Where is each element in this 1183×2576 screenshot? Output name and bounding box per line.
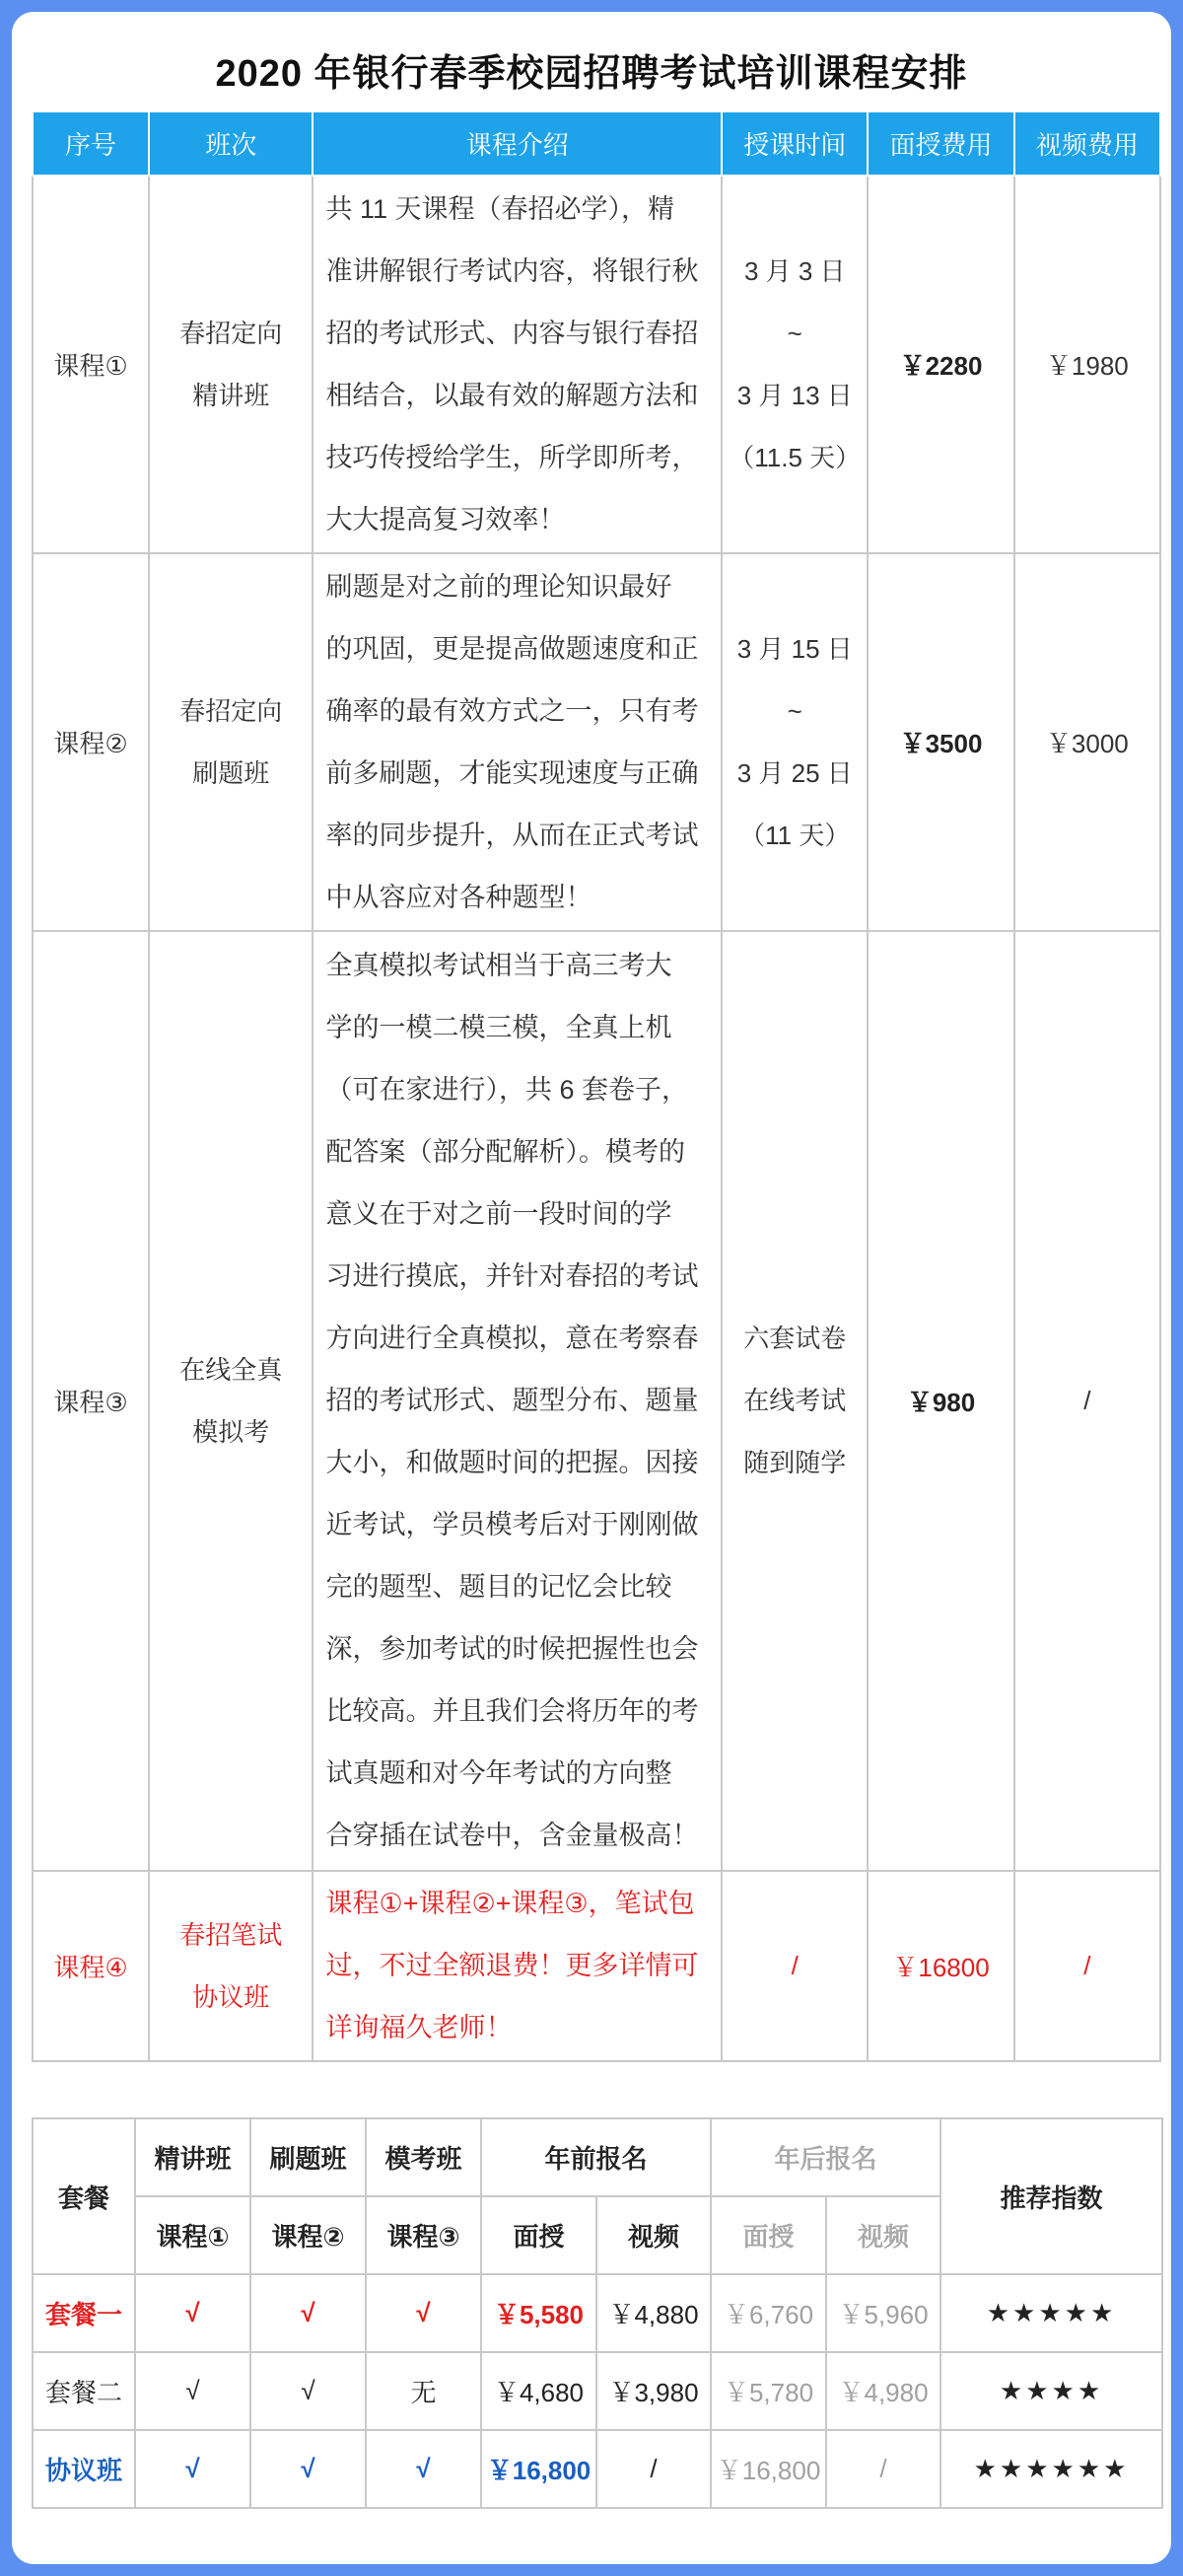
intro-line: 确率的最有效方式之一，只有考 bbox=[325, 695, 699, 726]
course-time bbox=[722, 176, 868, 553]
intro-line: 全真模拟考试相当于高三考大 bbox=[325, 951, 672, 980]
time-line: （11 天） bbox=[739, 820, 851, 850]
check-mark: √ bbox=[366, 2430, 481, 2508]
course-class-line: 春招笔试 bbox=[179, 1919, 283, 1950]
package-header-row bbox=[33, 2118, 1162, 2196]
course-fee: ￥2280 bbox=[868, 176, 1013, 553]
schedule-row bbox=[33, 553, 1160, 931]
intro-line: 详询福久老师！ bbox=[325, 2013, 513, 2042]
course-no: 课程② bbox=[33, 553, 149, 931]
time-line: ~ bbox=[787, 318, 802, 348]
course-class-line: 精讲班 bbox=[192, 380, 270, 410]
course-intro bbox=[313, 553, 722, 931]
header-class: 班次 bbox=[149, 111, 313, 176]
header-after-video: 视频 bbox=[826, 2196, 940, 2274]
course-intro bbox=[313, 931, 722, 1871]
before-face-price: ￥5,580 bbox=[481, 2274, 596, 2352]
header-before-face: 面授 bbox=[481, 2196, 596, 2274]
course-time bbox=[722, 931, 868, 1871]
course-no: 课程④ bbox=[33, 1871, 149, 2061]
course-video-fee: ￥3000 bbox=[1014, 553, 1160, 931]
course-time bbox=[722, 553, 868, 931]
intro-line: 方向进行全真模拟，意在考察春 bbox=[325, 1324, 699, 1353]
course-video-fee: / bbox=[1014, 931, 1160, 1871]
intro-line: 合穿插在试卷中，含金量极高！ bbox=[325, 1821, 699, 1850]
header-time: 授课时间 bbox=[722, 111, 868, 176]
package-row bbox=[33, 2352, 1162, 2430]
package-name: 协议班 bbox=[33, 2430, 135, 2508]
header-rating: 推荐指数 bbox=[940, 2118, 1162, 2274]
intro-line: 技巧传授给学生，所学即所考， bbox=[325, 442, 699, 472]
check-mark: 无 bbox=[366, 2352, 481, 2430]
package-table bbox=[32, 2117, 1163, 2509]
header-after-face: 面授 bbox=[711, 2196, 826, 2274]
header-jingjiang: 精讲班 bbox=[135, 2118, 250, 2196]
check-mark: √ bbox=[135, 2274, 250, 2352]
header-course-2: 课程② bbox=[250, 2196, 366, 2274]
course-no: 课程① bbox=[33, 176, 149, 553]
package-row bbox=[33, 2430, 1162, 2508]
before-face-price: ￥4,680 bbox=[481, 2352, 596, 2430]
course-class-line: 协议班 bbox=[192, 1981, 270, 2012]
header-no: 序号 bbox=[33, 111, 149, 176]
intro-line: 过，不过全额退费！更多详情可 bbox=[325, 1951, 699, 1980]
time-line: （11.5 天） bbox=[729, 442, 862, 472]
header-mokao: 模考班 bbox=[366, 2118, 481, 2196]
time-line: 3 月 3 日 bbox=[743, 255, 846, 286]
intro-line: 招的考试形式、题型分布、题量 bbox=[325, 1386, 699, 1415]
intro-line: 共 11 天课程（春招必学），精 bbox=[325, 193, 675, 224]
schedule-row bbox=[33, 931, 1160, 1871]
schedule-header-row bbox=[33, 111, 1160, 176]
before-face-price: ￥16,800 bbox=[481, 2430, 596, 2508]
header-course-3: 课程③ bbox=[366, 2196, 481, 2274]
header-fee: 面授费用 bbox=[868, 111, 1013, 176]
page-title: 2020 年银行春季校园招聘考试培训课程安排 bbox=[215, 53, 968, 95]
header-package: 套餐 bbox=[33, 2118, 135, 2274]
page-card bbox=[12, 12, 1171, 2564]
time-line: / bbox=[791, 1951, 799, 1980]
time-line: 随到随学 bbox=[743, 1448, 847, 1477]
check-mark: √ bbox=[250, 2430, 366, 2508]
package-name: 套餐二 bbox=[33, 2352, 135, 2430]
course-fee: ￥980 bbox=[868, 931, 1013, 1871]
course-class bbox=[149, 931, 313, 1871]
header-intro: 课程介绍 bbox=[313, 111, 722, 176]
intro-line: 准讲解银行考试内容，将银行秋 bbox=[325, 255, 699, 286]
course-fee: ￥3500 bbox=[868, 553, 1013, 931]
intro-line: （可在家进行），共 6 套卷子， bbox=[325, 1075, 689, 1105]
time-line: 在线考试 bbox=[743, 1386, 847, 1415]
intro-line: 意义在于对之前一段时间的学 bbox=[325, 1199, 672, 1229]
before-video-price: / bbox=[596, 2430, 711, 2508]
header-before-video: 视频 bbox=[596, 2196, 711, 2274]
course-no: 课程③ bbox=[33, 931, 149, 1871]
time-line: 3 月 25 日 bbox=[736, 757, 853, 788]
intro-line: 学的一模二模三模，全真上机 bbox=[325, 1013, 672, 1042]
header-before: 年前报名 bbox=[481, 2118, 711, 2196]
schedule-row bbox=[33, 1871, 1160, 2061]
intro-line: 刷题是对之前的理论知识最好 bbox=[325, 571, 672, 602]
package-name: 套餐一 bbox=[33, 2274, 135, 2352]
rating-stars: ★★★★★ bbox=[940, 2274, 1162, 2352]
intro-line: 习进行摸底，并针对春招的考试 bbox=[325, 1261, 699, 1291]
schedule-table bbox=[32, 110, 1161, 2062]
after-face-price: ￥5,780 bbox=[711, 2352, 826, 2430]
intro-line: 前多刷题，才能实现速度与正确 bbox=[325, 757, 699, 788]
check-mark: √ bbox=[135, 2430, 250, 2508]
intro-line: 试真题和对今年考试的方向整 bbox=[325, 1758, 672, 1788]
course-class-line: 春招定向 bbox=[179, 695, 283, 726]
course-time bbox=[722, 1871, 868, 2061]
time-line: 六套试卷 bbox=[743, 1324, 847, 1353]
before-video-price: ￥3,980 bbox=[596, 2352, 711, 2430]
package-row bbox=[33, 2274, 1162, 2352]
after-video-price: ￥4,980 bbox=[826, 2352, 940, 2430]
check-mark: √ bbox=[135, 2352, 250, 2430]
course-intro bbox=[313, 1871, 722, 2061]
course-class-line: 在线全真 bbox=[179, 1354, 283, 1385]
after-face-price: ￥16,800 bbox=[711, 2430, 826, 2508]
intro-line: 招的考试形式、内容与银行春招 bbox=[325, 318, 699, 348]
course-class-line: 春招定向 bbox=[179, 318, 283, 348]
intro-line: 深，参加考试的时候把握性也会 bbox=[325, 1634, 699, 1664]
intro-line: 大小，和做题时间的把握。因接 bbox=[325, 1448, 699, 1477]
header-course-1: 课程① bbox=[135, 2196, 250, 2274]
schedule-row bbox=[33, 176, 1160, 553]
check-mark: √ bbox=[366, 2274, 481, 2352]
intro-line: 率的同步提升，从而在正式考试 bbox=[325, 820, 699, 850]
header-shuati: 刷题班 bbox=[250, 2118, 366, 2196]
header-after: 年后报名 bbox=[711, 2118, 940, 2196]
intro-line: 相结合，以最有效的解题方法和 bbox=[325, 380, 699, 410]
rating-stars: ★★★★★★ bbox=[940, 2430, 1162, 2508]
course-class bbox=[149, 1871, 313, 2061]
course-intro bbox=[313, 176, 722, 553]
check-mark: √ bbox=[250, 2274, 366, 2352]
course-class-line: 刷题班 bbox=[192, 757, 270, 788]
intro-line: 完的题型、题目的记忆会比较 bbox=[325, 1572, 672, 1602]
header-video-fee: 视频费用 bbox=[1014, 111, 1160, 176]
intro-line: 课程①+课程②+课程③，笔试包 bbox=[325, 1889, 695, 1918]
intro-line: 的巩固，更是提高做题速度和正 bbox=[325, 633, 699, 664]
intro-line: 中从容应对各种题型！ bbox=[325, 882, 592, 912]
after-video-price: ￥5,960 bbox=[826, 2274, 940, 2352]
course-class-line: 模拟考 bbox=[192, 1416, 270, 1447]
course-video-fee: ￥1980 bbox=[1014, 176, 1160, 553]
intro-line: 配答案（部分配解析）。模考的 bbox=[325, 1137, 685, 1167]
intro-line: 大大提高复习效率！ bbox=[325, 504, 566, 535]
time-line: 3 月 15 日 bbox=[736, 633, 853, 664]
time-line: ~ bbox=[787, 695, 802, 726]
check-mark: √ bbox=[250, 2352, 366, 2430]
time-line: 3 月 13 日 bbox=[736, 380, 853, 410]
after-face-price: ￥6,760 bbox=[711, 2274, 826, 2352]
course-class bbox=[149, 553, 313, 931]
before-video-price: ￥4,880 bbox=[596, 2274, 711, 2352]
intro-line: 近考试，学员模考后对于刚刚做 bbox=[325, 1510, 699, 1539]
after-video-price: / bbox=[826, 2430, 940, 2508]
course-video-fee: / bbox=[1014, 1871, 1160, 2061]
course-class bbox=[149, 176, 313, 553]
course-fee: ￥16800 bbox=[868, 1871, 1013, 2061]
rating-stars: ★★★★ bbox=[940, 2352, 1162, 2430]
intro-line: 比较高。并且我们会将历年的考 bbox=[325, 1696, 699, 1726]
